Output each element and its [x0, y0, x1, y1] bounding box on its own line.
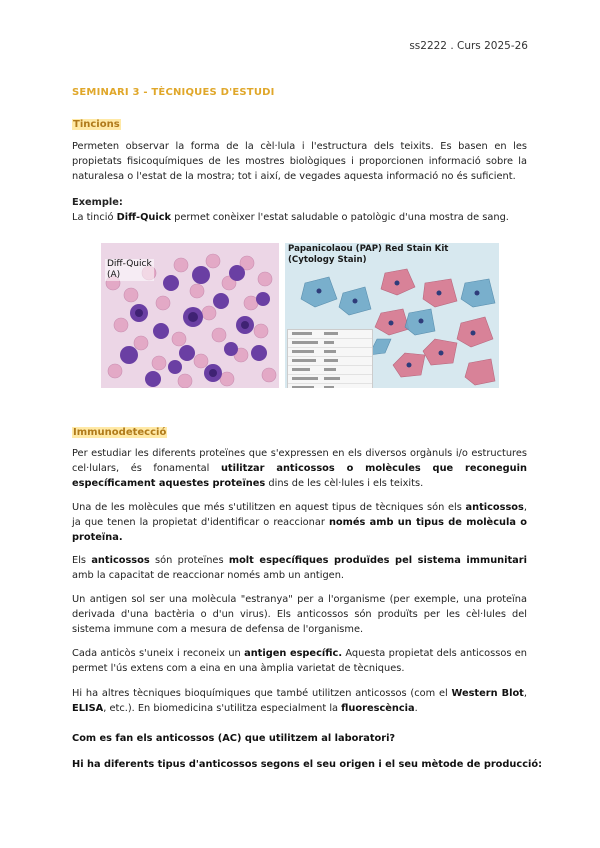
- tincions-heading: [72, 112, 121, 131]
- pap-stain-image: [285, 243, 499, 388]
- diff-quick-image: [101, 243, 279, 388]
- seminar-title: SEMINARI 3 - TÈCNIQUES D'ESTUDI: [72, 87, 275, 98]
- tincions-paragraph: Permeten observar la forma de la cèl·lula i l'estructura dels teixits. Es basen en les propietats fisicoquímiques de les mostres biològiques i proporcionen informació sobre la naturalesa o l'estat de la mostra; tot i així, de vegades aquesta informació no és suficient.: [72, 141, 527, 182]
- kit-contents-table: [287, 329, 373, 388]
- diff-quick-label: Diff-Quick (A): [107, 259, 152, 280]
- tincions-heading-text: Tincions: [73, 119, 120, 130]
- stain-figure: [101, 243, 499, 388]
- immuno-heading-text: Immunodetecció: [73, 427, 167, 438]
- example-label: Exemple:: [72, 197, 123, 208]
- immuno-paragraph-3: Els anticossos són proteïnes molt específiques produïdes pel sistema immunitari amb la capacitat de reaccionar només amb un antigen.: [72, 555, 527, 581]
- pap-stain-label: Papanicolaou (PAP) Red Stain Kit (Cytology Stain): [288, 244, 449, 265]
- example-text: La tinció Diff-Quick permet conèixer l'estat saludable o patològic d'una mostra de sang.: [72, 212, 509, 223]
- immuno-paragraph-5: Cada anticòs s'uneix i reconeix un antigen específic. Aquesta propietat dels anticossos en permet l'ús extens com a eina en una àmplia varietat de tècniques.: [72, 648, 527, 674]
- immuno-paragraph-2: Una de les molècules que més s'utilitzen en aquest tipus de tècniques són els anticossos, ja que tenen la propietat d'identificar o reaccionar només amb un tipus de molècula o proteïna.: [72, 502, 527, 543]
- immuno-paragraph-6: Hi ha altres tècniques bioquímiques que també utilitzen anticossos (com el Western Blot, ELISA, etc.). En biomedicina s'utilitza especialment la fluorescència.: [72, 688, 527, 714]
- example-block: [72, 195, 527, 225]
- immuno-paragraph-1: Per estudiar les diferents proteïnes que s'expressen en els diversos orgànuls i/o estructures cel·lulars, és fonamental utilitzar anticossos o molècules que reconeguin específicament aquestes proteïnes dins de les cèl·lules i els teixits.: [72, 448, 527, 489]
- question-1: Com es fan els anticossos (AC) que utilitzem al laboratori?: [72, 733, 396, 744]
- course-code: ss2222 . Curs 2025-26: [409, 40, 528, 52]
- immuno-heading: [72, 420, 167, 439]
- question-2: Hi ha diferents tipus d'anticossos segons el seu origen i el seu mètode de producció:: [72, 759, 543, 770]
- immuno-paragraph-4: Un antigen sol ser una molècula "estranya" per a l'organisme (per exemple, una proteïna derivada d'una bactèria o d'un virus). Els anticossos són produïts per les cèl·lules del sistema immune com a mesura de defensa de l'organisme.: [72, 594, 527, 635]
